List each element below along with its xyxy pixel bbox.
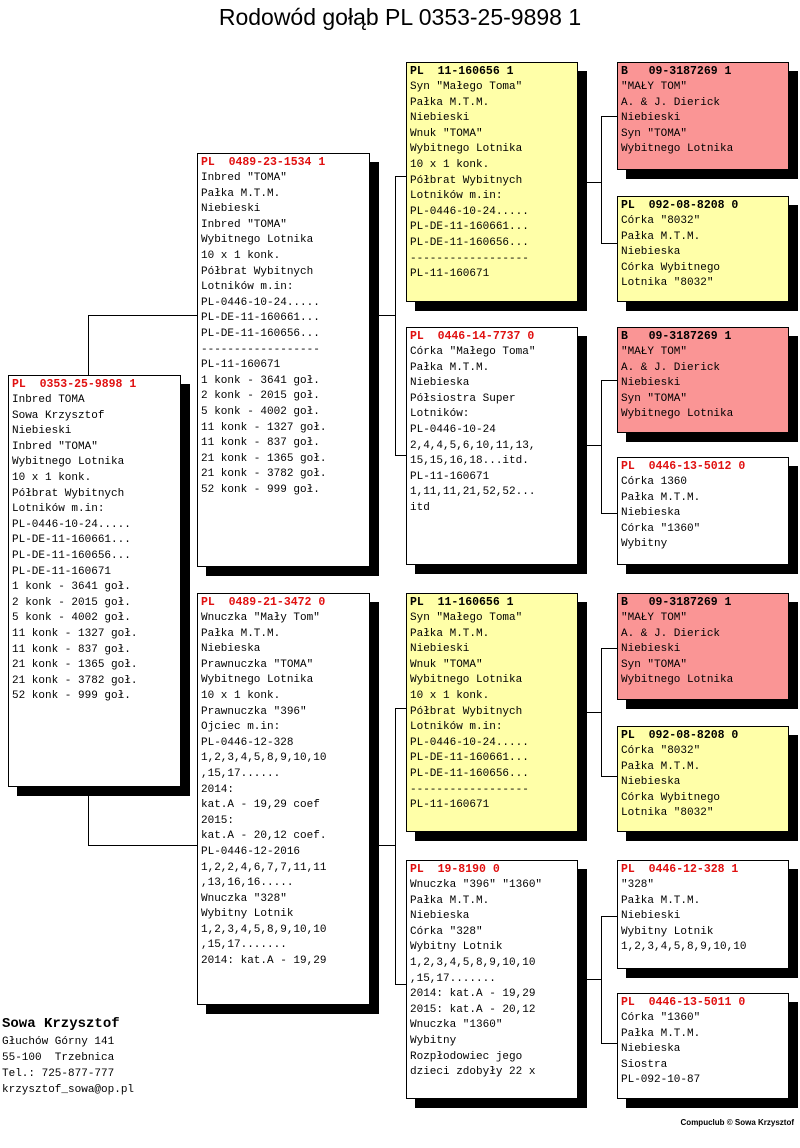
- pedigree-line: PL-0446-10-24.....: [410, 205, 529, 218]
- connector-line: [88, 787, 89, 845]
- pedigree-card-ffm[interactable]: [617, 196, 789, 302]
- breeder-info: [2, 1014, 134, 1098]
- connector-line: [88, 315, 200, 316]
- pedigree-line: Niebieska: [201, 643, 261, 656]
- pedigree-line: Wybitnego Lotnika: [410, 674, 523, 687]
- pedigree-line: Niebieski: [410, 643, 470, 656]
- pedigree-line: PL-DE-11-160661...: [12, 534, 131, 547]
- breeder-address: Głuchów Górny 141: [2, 1036, 115, 1048]
- pedigree-line: PL-DE-11-160656...: [201, 327, 320, 340]
- pedigree-line: Niebieska: [410, 910, 470, 923]
- ring-number: PL 0446-13-5011 0: [621, 996, 746, 1009]
- pedigree-line: Wybitnego Lotnika: [12, 456, 125, 469]
- pedigree-card-father[interactable]: [197, 153, 370, 567]
- pedigree-line: PL-0446-12-2016: [201, 845, 301, 858]
- pedigree-line: Niebieska: [621, 1043, 681, 1056]
- pedigree-line: Pałka M.T.M.: [410, 96, 490, 109]
- pedigree-card-mother[interactable]: [197, 593, 370, 1005]
- pedigree-line: PL-DE-11-160656...: [12, 549, 131, 562]
- connector-line: [578, 182, 601, 183]
- pedigree-line: 1 konk - 3641 goł.: [12, 581, 131, 594]
- pedigree-card-mmf[interactable]: [617, 860, 789, 969]
- connector-line: [395, 708, 396, 985]
- connector-line: [88, 315, 89, 375]
- ring-number: B 09-3187269 1: [621, 330, 732, 343]
- pedigree-card-fm[interactable]: [406, 327, 578, 565]
- connector-line: [370, 845, 396, 846]
- pedigree-line: Niebieska: [621, 776, 681, 789]
- pedigree-card-mff[interactable]: [617, 593, 789, 700]
- pedigree-line: Półbrat Wybitnych: [410, 174, 523, 187]
- pedigree-card-subject[interactable]: [8, 375, 181, 787]
- pedigree-line: 10 x 1 konk.: [410, 689, 490, 702]
- pedigree-line: Wybitnego Lotnika: [410, 143, 523, 156]
- pedigree-line: itd: [410, 501, 430, 514]
- pedigree-line: PL-DE-11-160656...: [410, 236, 529, 249]
- pedigree-line: Wybitnego Lotnika: [621, 408, 734, 421]
- pedigree-line: Syn "Małego Toma": [410, 612, 523, 624]
- pedigree-line: Prawnuczka "396": [201, 705, 307, 718]
- pedigree-card-fff[interactable]: [617, 62, 789, 170]
- breeder-city: 55-100 Trzebnica: [2, 1052, 115, 1064]
- connector-line: [578, 979, 601, 980]
- pedigree-line: Wybitny: [621, 538, 668, 551]
- pedigree-line: Lotników m.in:: [12, 503, 105, 516]
- pedigree-line: ------------------: [410, 252, 529, 265]
- pedigree-line: 2,4,4,5,6,10,11,13,: [410, 439, 536, 452]
- pedigree-line: Niebieski: [621, 377, 681, 390]
- pedigree-line: Ojciec m.in:: [201, 721, 281, 734]
- pedigree-line: dzieci zdobyły 22 x: [410, 1066, 536, 1079]
- pedigree-line: Pałka M.T.M.: [621, 894, 701, 907]
- ring-number: PL 11-160656 1: [410, 596, 514, 609]
- pedigree-line: PL-0446-10-24.....: [201, 296, 320, 309]
- pedigree-line: Córka "8032": [621, 215, 701, 227]
- pedigree-line: Niebieska: [621, 246, 681, 259]
- pedigree-line: 11 konk - 837 goł.: [12, 643, 131, 656]
- pedigree-line: Półbrat Wybitnych: [201, 265, 314, 278]
- connector-line: [578, 712, 601, 713]
- ring-number: PL 0489-23-1534 1: [201, 156, 326, 169]
- pedigree-line: Pałka M.T.M.: [621, 1027, 701, 1040]
- pedigree-line: PL-0446-10-24.....: [12, 518, 131, 531]
- pedigree-line: Półbrat Wybitnych: [12, 487, 125, 500]
- pedigree-line: Lotników m.in:: [201, 281, 294, 294]
- pedigree-line: Pałka M.T.M.: [201, 627, 281, 640]
- pedigree-line: Inbred "TOMA": [12, 440, 98, 453]
- pedigree-card-fmf[interactable]: [617, 327, 789, 433]
- pedigree-line: Niebieski: [201, 203, 261, 216]
- pedigree-line: A. & J. Dierick: [621, 96, 721, 109]
- ring-number: B 09-3187269 1: [621, 596, 732, 609]
- pedigree-line: 21 konk - 1365 goł.: [201, 452, 327, 465]
- pedigree-card-ff[interactable]: [406, 62, 578, 302]
- pedigree-line: Inbred TOMA: [12, 394, 85, 406]
- pedigree-line: 5 konk - 4002 goł.: [201, 405, 320, 418]
- pedigree-line: Pałka M.T.M.: [410, 894, 490, 907]
- pedigree-line: Wnuczka "396" "1360": [410, 879, 543, 891]
- pedigree-line: Wybitnego Lotnika: [621, 674, 734, 687]
- pedigree-line: PL-0446-10-24.....: [410, 736, 529, 749]
- ring-number: PL 0446-13-5012 0: [621, 460, 746, 473]
- pedigree-line: Niebieski: [621, 643, 681, 656]
- pedigree-line: PL-11-160671: [410, 268, 490, 281]
- pedigree-line: 52 konk - 999 goł.: [201, 483, 320, 496]
- pedigree-line: Półsiostra Super: [410, 392, 516, 405]
- pedigree-line: Wnuczka "328": [201, 892, 287, 905]
- pedigree-line: PL-DE-11-160671: [12, 565, 112, 578]
- pedigree-line: Lotników m.in:: [410, 721, 503, 734]
- pedigree-line: Córka 1360: [621, 476, 688, 488]
- pedigree-line: PL-092-10-87: [621, 1074, 701, 1087]
- pedigree-line: PL-DE-11-160661...: [201, 312, 320, 325]
- connector-line: [395, 176, 396, 456]
- pedigree-line: Syn "Małego Toma": [410, 81, 523, 93]
- pedigree-line: Córka Wybitnego: [621, 261, 721, 274]
- connector-line: [370, 315, 396, 316]
- pedigree-line: 1 konk - 3641 goł.: [201, 374, 320, 387]
- pedigree-line: Pałka M.T.M.: [621, 230, 701, 243]
- ring-number: PL 0446-12-328 1: [621, 863, 739, 876]
- pedigree-line: Syn "TOMA": [621, 658, 688, 671]
- connector-line: [88, 845, 200, 846]
- pedigree-line: Lotnika "8032": [621, 277, 714, 290]
- pedigree-line: PL-0446-12-328: [201, 736, 294, 749]
- pedigree-card-mm[interactable]: [406, 860, 578, 1099]
- pedigree-line: Lotników m.in:: [410, 190, 503, 203]
- pedigree-line: Pałka M.T.M.: [410, 361, 490, 374]
- pedigree-line: PL-DE-11-160661...: [410, 752, 529, 765]
- ring-number: PL 092-08-8208 0: [621, 729, 739, 742]
- pedigree-line: Wybitny Lotnik: [201, 908, 294, 921]
- pedigree-line: 2015:: [201, 814, 235, 827]
- pedigree-line: 52 konk - 999 goł.: [12, 690, 131, 703]
- pedigree-line: Wnuczka "Mały Tom": [201, 612, 320, 624]
- connector-line: [601, 116, 602, 244]
- pedigree-line: Niebieski: [12, 425, 72, 438]
- pedigree-line: Niebieski: [621, 910, 681, 923]
- ring-number: PL 0489-21-3472 0: [201, 596, 326, 609]
- pedigree-line: 10 x 1 konk.: [410, 158, 490, 171]
- pedigree-line: Lotnika "8032": [621, 807, 714, 820]
- pedigree-line: PL-DE-11-160656...: [410, 767, 529, 780]
- pedigree-line: 2014:: [201, 783, 235, 796]
- pedigree-line: Lotników:: [410, 408, 470, 421]
- ring-number: PL 0353-25-9898 1: [12, 378, 137, 391]
- pedigree-line: Sowa Krzysztof: [12, 409, 105, 422]
- footer-credit: Compuclub © Sowa Krzysztof: [680, 1118, 794, 1127]
- pedigree-line: Córka "328": [410, 925, 483, 938]
- pedigree-line: ------------------: [410, 783, 529, 796]
- pedigree-line: Córka "1360": [621, 522, 701, 535]
- pedigree-line: ------------------: [201, 343, 320, 356]
- pedigree-line: Wybitnego Lotnika: [621, 143, 734, 156]
- page-title: Rodowód gołąb PL 0353-25-9898 1: [218, 4, 582, 30]
- pedigree-card-mmm[interactable]: [617, 993, 789, 1099]
- pedigree-line: A. & J. Dierick: [621, 361, 721, 374]
- pedigree-line: ,15,17.......: [201, 939, 287, 952]
- pedigree-line: Niebieska: [410, 377, 470, 390]
- connector-line: [601, 648, 602, 777]
- pedigree-line: Pałka M.T.M.: [410, 627, 490, 640]
- pedigree-line: Pałka M.T.M.: [621, 760, 701, 773]
- pedigree-line: Niebieski: [621, 112, 681, 125]
- pedigree-line: 21 konk - 3782 goł.: [12, 674, 138, 687]
- connector-line: [578, 445, 601, 446]
- pedigree-line: 21 konk - 1365 goł.: [12, 659, 138, 672]
- pedigree-card-fmm[interactable]: [617, 457, 789, 565]
- pedigree-line: Syn "TOMA": [621, 127, 688, 140]
- pedigree-line: 1,2,2,4,6,7,7,11,11: [201, 861, 327, 874]
- pedigree-line: 11 konk - 1327 goł.: [12, 627, 138, 640]
- pedigree-line: 1,2,3,4,5,8,9,10,10: [201, 752, 327, 765]
- pedigree-line: 1,11,11,21,52,52...: [410, 486, 536, 499]
- pedigree-line: 15,15,16,18...itd.: [410, 455, 529, 468]
- pedigree-line: 2015: kat.A - 20,12: [410, 1003, 536, 1016]
- pedigree-line: Wybitnego Lotnika: [201, 674, 314, 687]
- pedigree-line: Wybitny Lotnik: [410, 941, 503, 954]
- pedigree-line: 10 x 1 konk.: [201, 249, 281, 262]
- pedigree-line: Inbred "TOMA": [201, 218, 287, 231]
- pedigree-line: 2 konk - 2015 goł.: [12, 596, 131, 609]
- connector-line: [601, 916, 602, 1044]
- pedigree-line: Wybitny: [410, 1034, 457, 1047]
- pedigree-line: 5 konk - 4002 goł.: [12, 612, 131, 625]
- ring-number: PL 092-08-8208 0: [621, 199, 739, 212]
- pedigree-line: Półbrat Wybitnych: [410, 705, 523, 718]
- pedigree-line: Wnuk "TOMA": [410, 658, 483, 671]
- pedigree-line: "MAŁY TOM": [621, 346, 688, 358]
- pedigree-line: "MAŁY TOM": [621, 81, 688, 93]
- pedigree-line: PL-0446-10-24: [410, 423, 496, 436]
- pedigree-line: Inbred "TOMA": [201, 172, 287, 184]
- pedigree-line: 11 konk - 837 goł.: [201, 437, 320, 450]
- ring-number: B 09-3187269 1: [621, 65, 732, 78]
- pedigree-line: Córka "8032": [621, 745, 701, 757]
- pedigree-line: Wybitny Lotnik: [621, 925, 714, 938]
- pedigree-line: "328": [621, 879, 655, 891]
- pedigree-line: 1,2,3,4,5,8,9,10,10: [410, 956, 536, 969]
- pedigree-line: Córka Wybitnego: [621, 791, 721, 804]
- pedigree-line: kat.A - 20,12 coef.: [201, 830, 327, 843]
- breeder-name: Sowa Krzysztof: [2, 1016, 120, 1032]
- pedigree-line: PL-11-160671: [201, 359, 281, 372]
- pedigree-line: Pałka M.T.M.: [201, 187, 281, 200]
- pedigree-line: Niebieska: [621, 507, 681, 520]
- pedigree-line: PL-11-160671: [410, 470, 490, 483]
- connector-line: [601, 380, 602, 514]
- pedigree-line: 10 x 1 konk.: [12, 471, 92, 484]
- pedigree-line: Siostra: [621, 1058, 668, 1071]
- pedigree-line: Wybitnego Lotnika: [201, 234, 314, 247]
- pedigree-line: ,15,17......: [201, 767, 281, 780]
- pedigree-line: "MAŁY TOM": [621, 612, 688, 624]
- pedigree-line: 2014: kat.A - 19,29: [201, 955, 327, 968]
- pedigree-line: Rozpłodowiec jego: [410, 1050, 523, 1063]
- breeder-phone: Tel.: 725-877-777: [2, 1068, 115, 1080]
- pedigree-line: 2014: kat.A - 19,29: [410, 988, 536, 1001]
- pedigree-line: Niebieski: [410, 112, 470, 125]
- pedigree-line: Pałka M.T.M.: [621, 491, 701, 504]
- pedigree-line: Wnuk "TOMA": [410, 127, 483, 140]
- pedigree-line: 1,2,3,4,5,8,9,10,10: [201, 923, 327, 936]
- pedigree-line: ,15,17.......: [410, 972, 496, 985]
- pedigree-line: 1,2,3,4,5,8,9,10,10: [621, 941, 747, 954]
- ring-number: PL 19-8190 0: [410, 863, 500, 876]
- pedigree-line: A. & J. Dierick: [621, 627, 721, 640]
- ring-number: PL 0446-14-7737 0: [410, 330, 535, 343]
- pedigree-line: 10 x 1 konk.: [201, 689, 281, 702]
- pedigree-line: Syn "TOMA": [621, 392, 688, 405]
- pedigree-line: PL-11-160671: [410, 799, 490, 812]
- pedigree-line: Wnuczka "1360": [410, 1019, 503, 1032]
- ring-number: PL 11-160656 1: [410, 65, 514, 78]
- pedigree-line: 2 konk - 2015 goł.: [201, 390, 320, 403]
- pedigree-line: kat.A - 19,29 coef: [201, 799, 320, 812]
- pedigree-line: PL-DE-11-160661...: [410, 221, 529, 234]
- pedigree-card-mfm[interactable]: [617, 726, 789, 832]
- pedigree-line: 21 konk - 3782 goł.: [201, 468, 327, 481]
- pedigree-line: Córka "1360": [621, 1012, 701, 1024]
- pedigree-line: Prawnuczka "TOMA": [201, 658, 314, 671]
- pedigree-line: Córka "Małego Toma": [410, 346, 536, 358]
- pedigree-line: ,13,16,16.....: [201, 877, 294, 890]
- pedigree-line: 11 konk - 1327 goł.: [201, 421, 327, 434]
- pedigree-card-mf[interactable]: [406, 593, 578, 832]
- breeder-email: krzysztof_sowa@op.pl: [2, 1084, 135, 1096]
